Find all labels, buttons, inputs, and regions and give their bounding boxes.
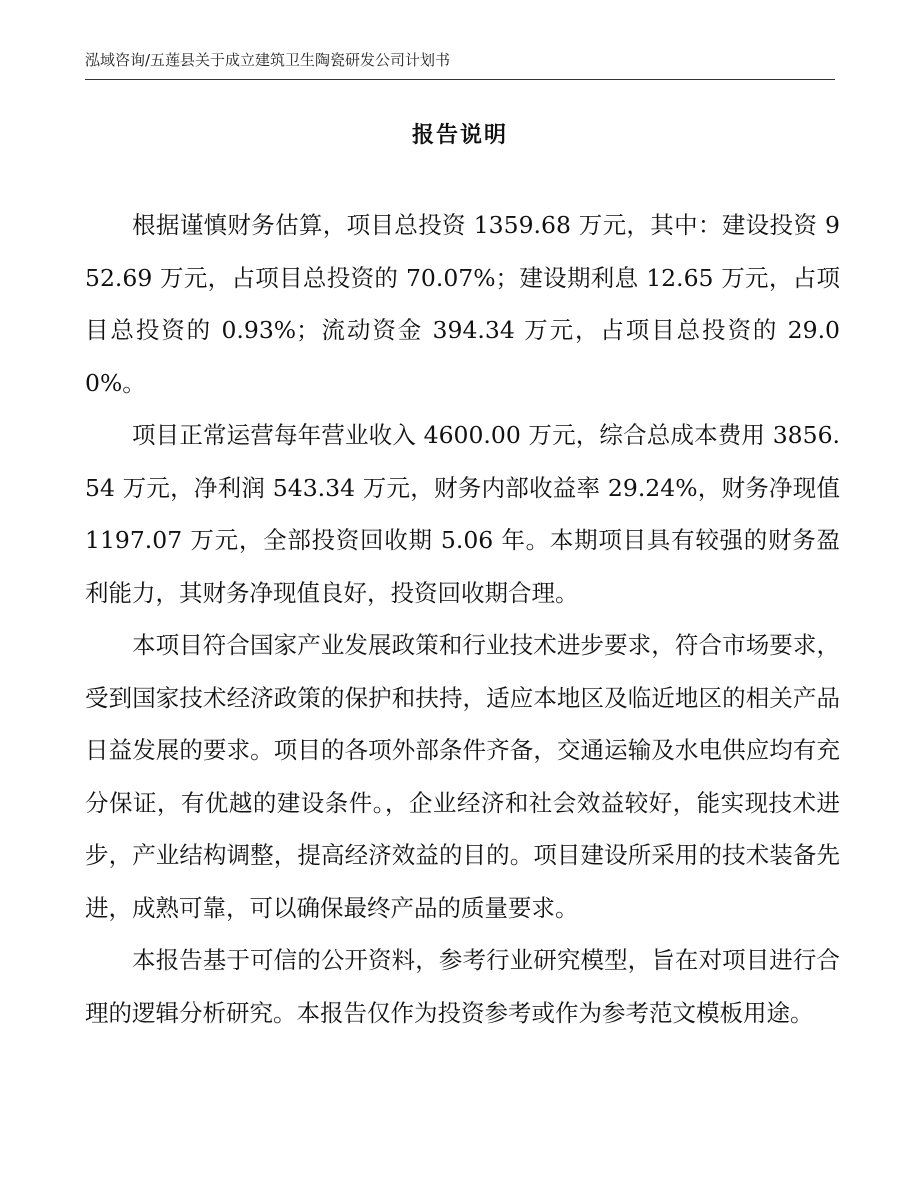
running-header: 泓域咨询/五莲县关于成立建筑卫生陶瓷研发公司计划书 <box>85 51 451 69</box>
paragraph-policy: 本项目符合国家产业发展政策和行业技术进步要求，符合市场要求，受到国家技术经济政策的保护和扶持，适应本地区及临近地区的相关产品日益发展的要求。项目的各项外部条件齐备，交通运输及水电供应均有充分保证，有优越的建设条件。，企业经济和社会效益较好，能实现技术进步，产业结构调整，提高经济效益的目的。项目建设所采用的技术装备先进，成熟可靠，可以确保最终产品的质量要求。 <box>85 631 840 922</box>
document-title: 报告说明 <box>411 123 508 148</box>
paragraph-investment: 根据谨慎财务估算，项目总投资 1359.68 万元，其中：建设投资 952.69 万元，占项目总投资的 70.07%；建设期利息 12.65 万元，占项目总投资的 0.93%；流动资金 394.34 万元，占项目总投资的 29.00%。 <box>85 211 840 397</box>
paragraph-disclaimer: 本报告基于可信的公开资料，参考行业研究模型，旨在对项目进行合理的逻辑分析研究。本报告仅作为投资参考或作为参考范文模板用途。 <box>85 946 840 1027</box>
paragraph-financials: 项目正常运营每年营业收入 4600.00 万元，综合总成本费用 3856.54 万元，净利润 543.34 万元，财务内部收益率 29.24%，财务净现值 1197.07 万元，全部投资回收期 5.06 年。本期项目具有较强的财务盈利能力，其财务净现值良好，投资回收期合理。 <box>85 421 840 607</box>
header-divider <box>85 79 835 80</box>
document-body <box>85 199 840 1039</box>
